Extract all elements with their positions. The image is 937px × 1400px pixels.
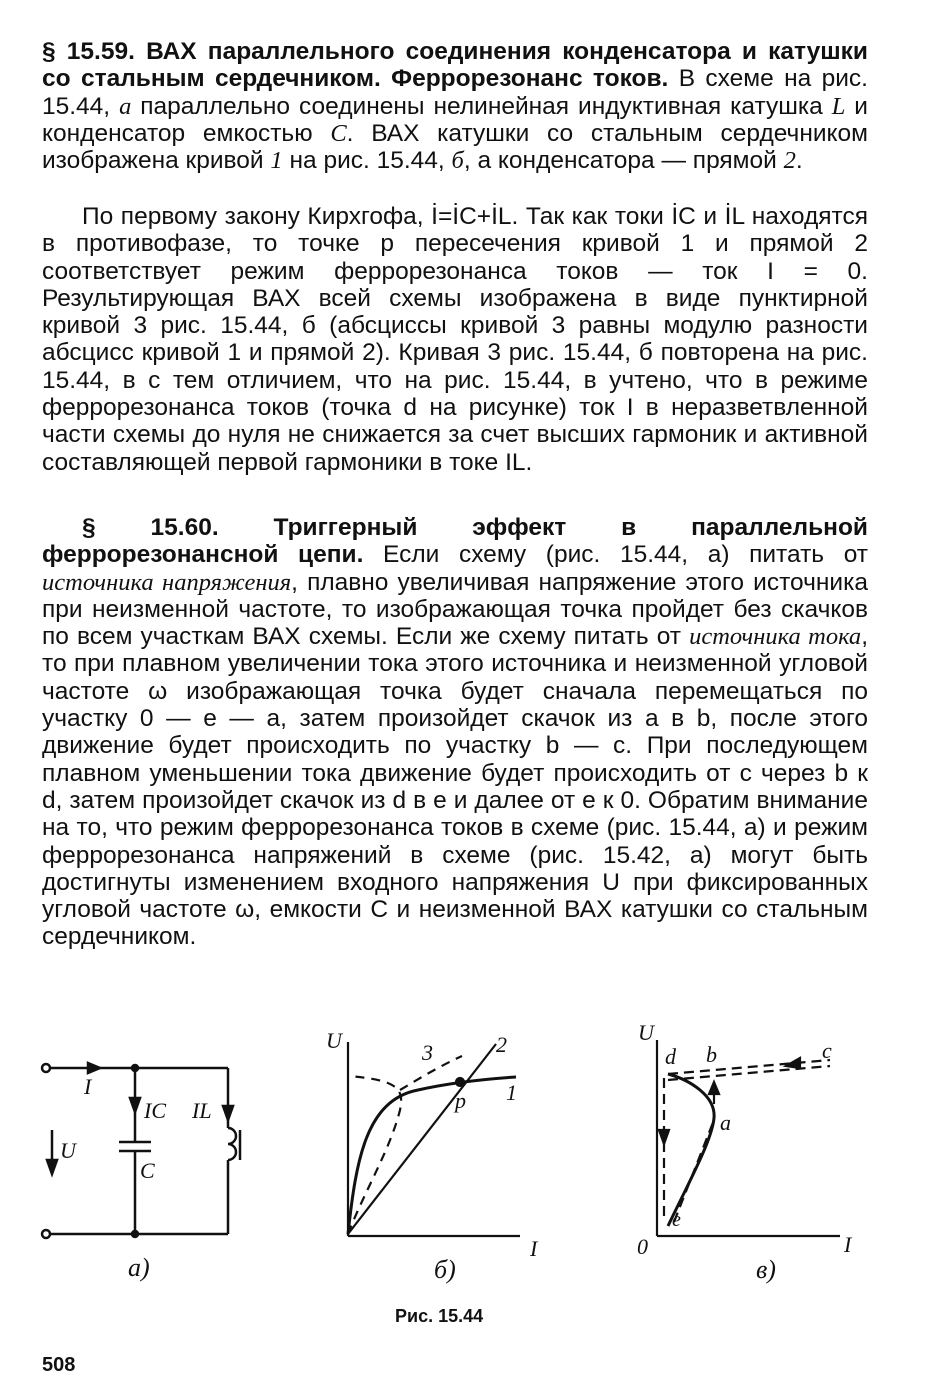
ic-arrow-icon [130, 1098, 140, 1112]
fig-b-label-1: 1 [506, 1080, 517, 1105]
fig-a-label-U: U [60, 1138, 76, 1163]
arrow-up-icon [709, 1082, 719, 1094]
section-15-59-heading: § 15.59. ВАХ параллельного соединения конденсатора и катушки со стальным сердечником. Феррорезонанс токов. [42, 38, 868, 93]
section-15-60-heading: § 15.60. Триггерный эффект в параллельной феррорезонансной цепи. [42, 514, 868, 569]
fig-c-label-e: e [672, 1209, 681, 1231]
curve-1 [348, 1077, 516, 1234]
figure-15-44 [0, 1010, 937, 1330]
fig-c-label-d: d [665, 1044, 676, 1069]
path-e-a [674, 1120, 714, 1222]
fig-c-label-I: I [844, 1232, 852, 1257]
fig-b-label-I: I [530, 1236, 538, 1261]
curve-3-solid [668, 1074, 714, 1226]
fig-b-label-2: 2 [496, 1032, 507, 1057]
arrow-down-icon [659, 1130, 669, 1144]
fig-b-label-3: 3 [422, 1040, 433, 1065]
input-terminal-top [42, 1064, 50, 1072]
fig-a-label-IL: IL [192, 1098, 212, 1123]
fig-c-caption: в) [756, 1255, 776, 1284]
fig-a-label-Ic: IC [144, 1098, 166, 1123]
fig-c-label-a: a [720, 1110, 731, 1135]
fig-c-label-b: b [706, 1042, 717, 1067]
fig-c-label-O: 0 [637, 1234, 648, 1259]
section-15-60-paragraph: § 15.60. Триггерный эффект в параллельной феррорезонансной цепи. Если схему (рис. 15.44, а) питать от источника напряжения, плавно увеличивая напряжение этого источника при неизменной частоте, то изображающая точка пройдет без скачков по всем участкам ВАХ схемы. Если же схему питать от источника тока, то при плавном увеличении тока этого источника и неизменной угловой частоте ω изображающая точка будет сначала перемещаться по участку 0 — e — a, затем произойдет скачок из a в b, после этого движение будет происходить по участку b — c. При последующем плавном уменьшении тока движение будет происходить от c через b к d, затем произойдет скачок из d в e и далее от e к 0. Обратим внимание на то, что режим феррорезонанса токов в схеме (рис. 15.44, а) и режим феррорезонанса напряжений в схеме (рис. 15.42, а) могут быть достигнуты изменением входного напряжения U при фиксированных угловой частоте ω, емкости C и неизменной ВАХ катушки со стальным сердечником. [42, 514, 868, 951]
line-2 [348, 1044, 496, 1234]
fig-a-label-C: C [140, 1158, 155, 1183]
fig-b-caption: б) [434, 1255, 456, 1284]
page-number: 508 [42, 1354, 76, 1376]
current-arrow-icon [88, 1063, 100, 1073]
chart-b [348, 1042, 520, 1236]
fig-b-label-p: p [455, 1088, 466, 1113]
il-arrow-icon [223, 1106, 233, 1120]
section-15-59-paragraph-1: § 15.59. ВАХ параллельного соединения конденсатора и катушки со стальным сердечником. Феррорезонанс токов. В схеме на рис. 15.44, а параллельно соединены нелинейная индуктивная катушка L и конденсатор емкостью C. ВАХ катушки со стальным сердечником изображена кривой 1 на рис. 15.44, б, а конденсатора — прямой 2. [42, 38, 868, 175]
fig-a-caption: а) [128, 1253, 150, 1282]
inductor-coil-icon [228, 1128, 236, 1160]
fig-b-label-U: U [326, 1028, 342, 1053]
voltage-arrow-icon [47, 1160, 57, 1174]
point-p [456, 1078, 464, 1086]
figure-caption: Рис. 15.44 [395, 1306, 484, 1326]
chart-c [657, 1040, 840, 1236]
fig-c-label-U: U [638, 1020, 654, 1045]
section-15-59-paragraph-2: По первому закону Кирхгофа, İ=İC+İL. Так как токи İC и İL находятся в противофазе, то точке p пересечения кривой 1 и прямой 2 соответствует режим феррорезонанса токов — ток I = 0. Результирующая ВАХ всей схемы изображена в виде пунктирной кривой 3 рис. 15.44, б (абсциссы кривой 3 равны модулю разности абсцисс кривой 1 и прямой 2). Кривая 3 рис. 15.44, б повторена на рис. 15.44, в с тем отличием, что на рис. 15.44, в учтено, что в режиме феррорезонанса токов (точка d на рисунке) ток I в неразветвленной части схемы до нуля не снижается за счет высших гармоник и активной составляющей первой гармоники в токе IL. [42, 203, 868, 476]
input-terminal-bottom [42, 1230, 50, 1238]
fig-a-label-I: I [84, 1074, 92, 1099]
fig-c-label-c: c [822, 1038, 832, 1063]
